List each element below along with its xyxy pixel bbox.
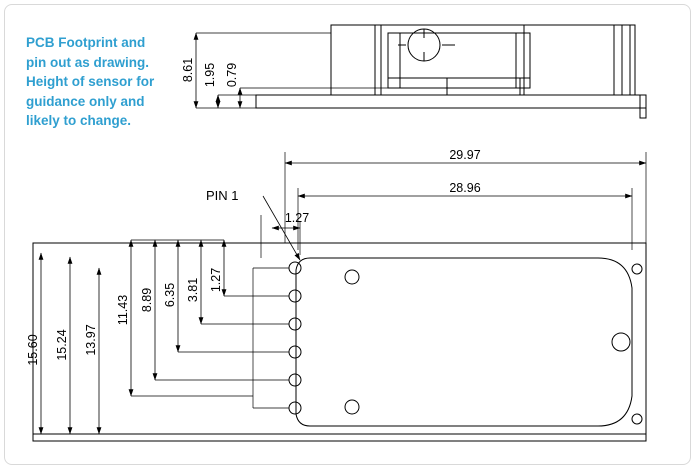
dim-29-97: 29.97 [449, 148, 481, 162]
dim-3-81: 3.81 [186, 277, 200, 303]
dim-15-60: 15.60 [26, 334, 40, 366]
dim-6-35: 6.35 [163, 282, 177, 308]
pin1-label: PIN 1 [206, 188, 239, 203]
top-horizontal-dimensions [261, 148, 646, 258]
dim-15-24: 15.24 [55, 329, 69, 361]
dim-13-97: 13.97 [84, 324, 98, 356]
dim-8-89: 8.89 [140, 287, 154, 313]
dim-1-95: 1.95 [203, 62, 217, 88]
dim-1-27-top: 1.27 [284, 211, 310, 225]
top-view [33, 243, 646, 441]
dim-28-96: 28.96 [449, 181, 481, 195]
side-view [256, 25, 646, 118]
note-text: PCB Footprint and pin out as drawing. Height of sensor for guidance only and likely to change. [26, 35, 155, 129]
dim-1-27-left: 1.27 [209, 267, 223, 293]
dim-11-43: 11.43 [116, 294, 130, 326]
side-view-dimensions [181, 33, 388, 108]
left-vertical-dimensions [26, 240, 253, 434]
dim-0-79: 0.79 [225, 62, 239, 88]
dim-8-61: 8.61 [181, 57, 195, 83]
